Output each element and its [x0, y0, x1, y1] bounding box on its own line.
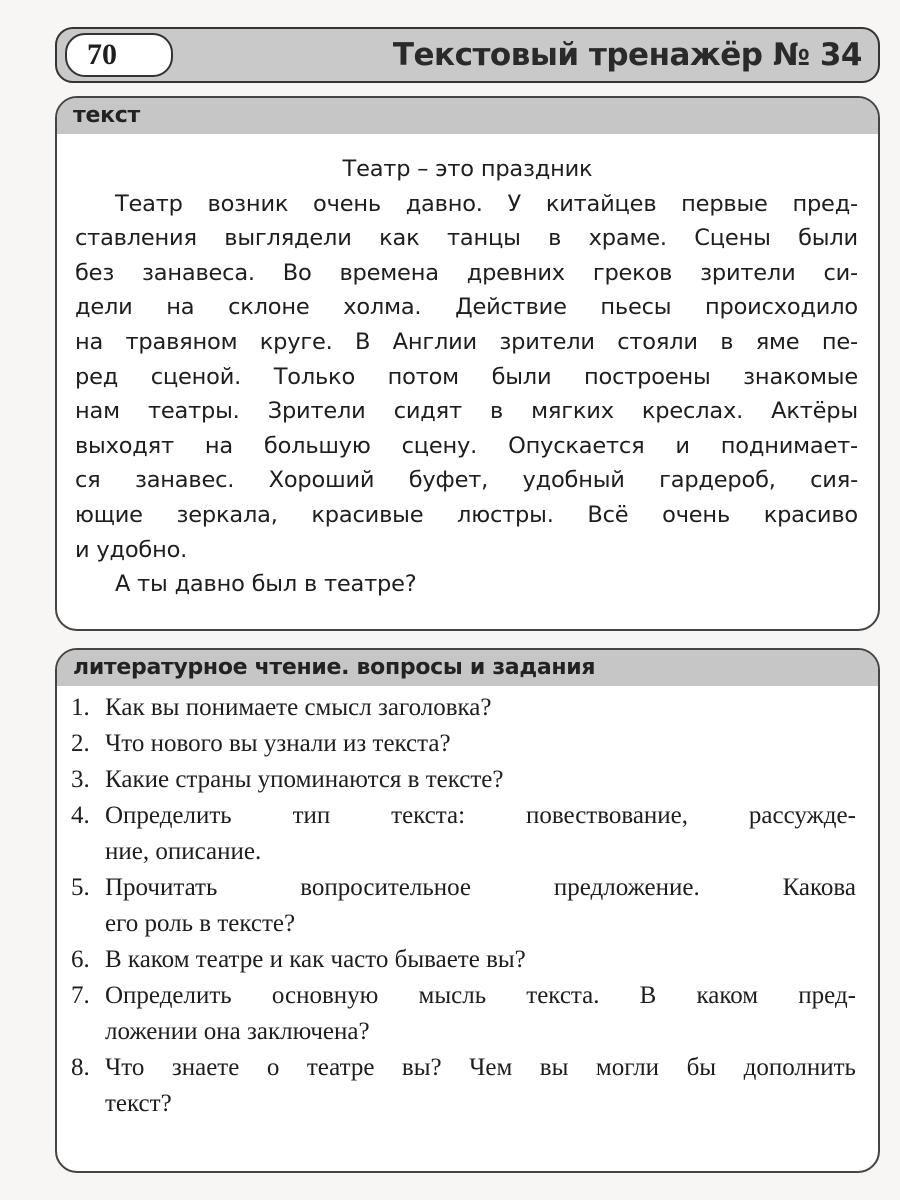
question-number: 1. [71, 694, 90, 721]
question-text: Как вы понимаете смысл заголовка? [105, 694, 492, 721]
story-line: ред сценой. Только потом были построены знакомые [75, 363, 858, 390]
section-heading: литературное чтение. вопросы и задания [57, 650, 878, 686]
story-body [57, 187, 878, 602]
question-text: Что знаете о театре вы? Чем вы могли бы дополнить [105, 1054, 856, 1081]
questions-list [57, 686, 878, 1122]
question-text: Определить тип текста: повествование, рассужде- [105, 802, 856, 829]
story-line: дели на склоне холма. Действие пьесы происходило [75, 294, 858, 321]
question-number: 3. [71, 766, 90, 793]
question-text: Прочитать вопросительное предложение. Какова [105, 874, 856, 901]
story-line: ющие зеркала, красивые люстры. Всё очень красиво [75, 501, 858, 528]
story-line: ся занавес. Хороший буфет, удобный гардероб, сия- [75, 467, 858, 494]
question-item [71, 870, 856, 942]
question-item [71, 762, 856, 798]
story-line: Театр возник очень давно. У китайцев первые пред- [115, 190, 858, 217]
story-line: без занавеса. Во времена древних греков зрители си- [75, 259, 858, 286]
text-section [55, 96, 880, 631]
page-title: Текстовый тренажёр № 34 [392, 37, 862, 73]
question-text: Что нового вы узнали из текста? [105, 730, 451, 757]
question-item [71, 978, 856, 1050]
story-line: ставления выглядели как танцы в храме. Сцены были [75, 225, 858, 252]
question-number: 8. [71, 1054, 90, 1081]
question-number: 4. [71, 802, 90, 829]
story-line: нам театры. Зрители сидят в мягких креслах. Актёры [75, 398, 858, 425]
question-number: 2. [71, 730, 90, 757]
story-question: А ты давно был в театре? [115, 571, 417, 598]
question-text: ние, описание. [105, 838, 262, 865]
question-text: текст? [105, 1090, 172, 1117]
page-number: 70 [65, 33, 173, 77]
story-line: и удобно. [75, 536, 188, 563]
question-text: В каком театре и как часто бываете вы? [105, 946, 526, 973]
question-item [71, 726, 856, 762]
question-item [71, 942, 856, 978]
questions-section [55, 648, 880, 1173]
story-line: выходят на большую сцену. Опускается и поднимает- [75, 432, 858, 459]
question-item [71, 1050, 856, 1122]
question-text: его роль в тексте? [105, 910, 296, 937]
story-title: Театр – это праздник [342, 156, 593, 182]
section-heading: текст [57, 98, 878, 134]
question-text: ложении она заключена? [105, 1018, 370, 1045]
question-number: 7. [71, 982, 90, 1009]
question-item [71, 798, 856, 870]
question-number: 5. [71, 874, 90, 901]
question-text: Определить основную мысль текста. В каком пред- [105, 982, 856, 1009]
question-item [71, 690, 856, 726]
page-header [55, 27, 880, 83]
question-number: 6. [71, 946, 90, 973]
question-text: Какие страны упоминаются в тексте? [105, 766, 504, 793]
story-line: на травяном круге. В Англии зрители стояли в яме пе- [75, 328, 858, 355]
